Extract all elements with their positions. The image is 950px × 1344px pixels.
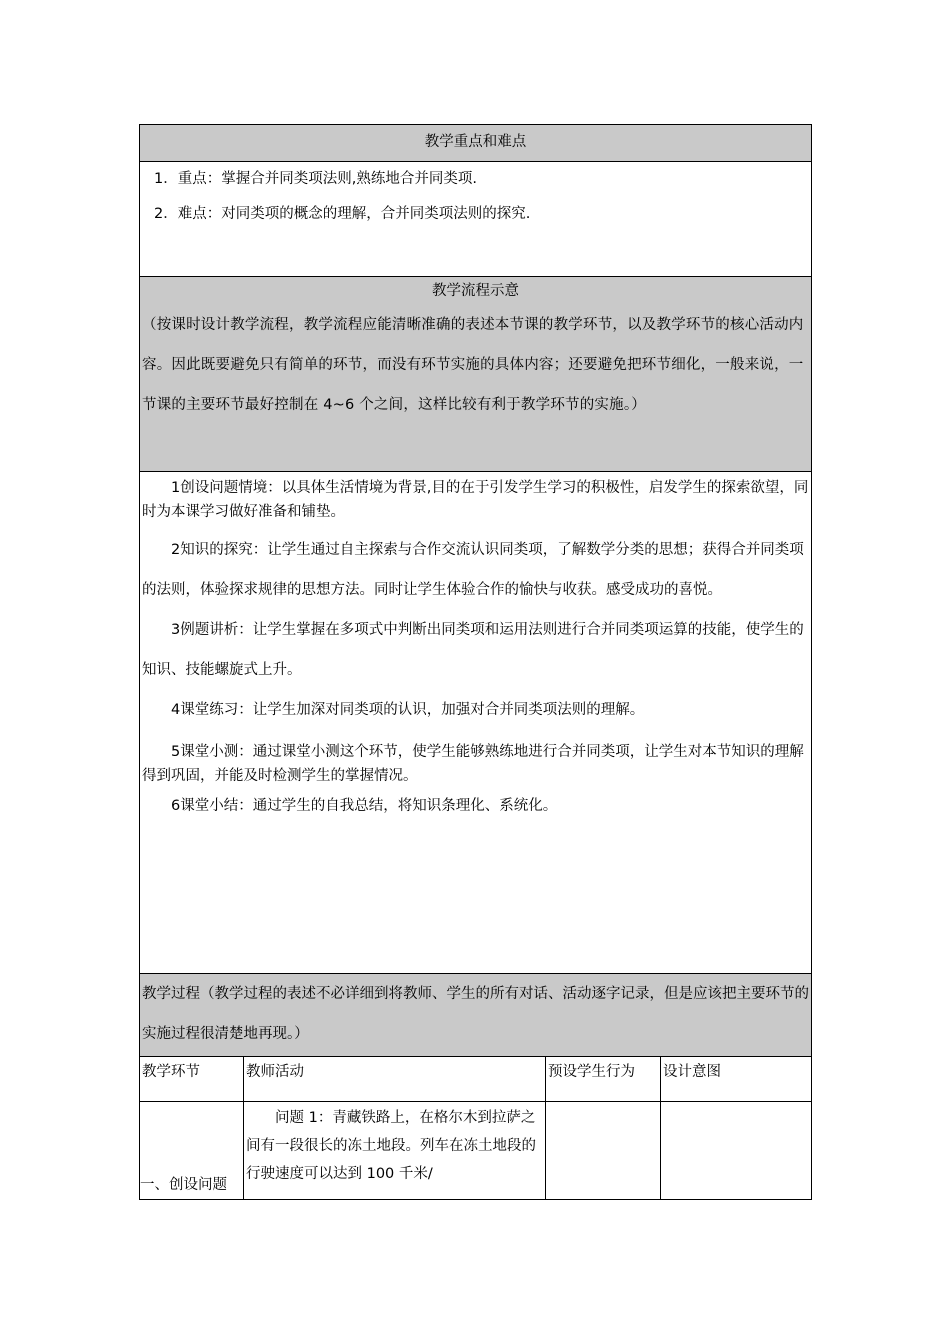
row-student-behavior bbox=[546, 1102, 661, 1200]
row-stage: 一、创设问题 bbox=[140, 1102, 244, 1200]
process-section-header bbox=[140, 974, 812, 1057]
column-header-teacher-activity: 教师活动 bbox=[244, 1057, 546, 1102]
process-section-title: 教学过程（教学过程的表述不必详细到将教师、学生的所有对话、活动逐字记录，但是应该把主要环节的实施过程很清楚地再现。） bbox=[142, 986, 809, 1042]
flow-section-instructions: （按课时设计教学流程，教学流程应能清晰准确的表述本节课的教学环节，以及教学环节的核心活动内容。因此既要避免只有简单的环节，而没有环节实施的具体内容；还要避免把环节细化，一般来说，一节课的主要环节最好控制在 4~6 个之间，这样比较有利于教学环节的实施。） bbox=[142, 317, 804, 413]
flow-step-2: 2知识的探究：让学生通过自主探索与合作交流认识同类项，了解数学分类的思想；获得合并同类项的法则，体验探求规律的思想方法。同时让学生体验合作的愉快与收获。感受成功的喜悦。 bbox=[142, 542, 804, 598]
focus-section-title: 教学重点和难点 bbox=[140, 125, 812, 162]
focus-item-difficulty: 2．难点：对同类项的概念的理解，合并同类项法则的探究. bbox=[154, 206, 531, 222]
column-header-stage: 教学环节 bbox=[140, 1057, 244, 1102]
column-header-student-behavior: 预设学生行为 bbox=[546, 1057, 661, 1102]
focus-section-body bbox=[140, 162, 812, 277]
lesson-plan-table bbox=[139, 124, 812, 1200]
row-teacher-activity bbox=[244, 1102, 546, 1200]
lesson-plan-document bbox=[139, 124, 811, 1200]
flow-step-5: 5课堂小测：通过课堂小测这个环节，使学生能够熟练地进行合并同类项，让学生对本节知识的理解得到巩固，并能及时检测学生的掌握情况。 bbox=[142, 744, 804, 784]
table-row bbox=[140, 1102, 812, 1200]
focus-item-key-point: 1．重点：掌握合并同类项法则,熟练地合并同类项. bbox=[154, 171, 477, 187]
flow-step-6: 6课堂小结：通过学生的自我总结，将知识条理化、系统化。 bbox=[171, 798, 558, 814]
flow-step-4: 4课堂练习：让学生加深对同类项的认识，加强对合并同类项法则的理解。 bbox=[171, 702, 645, 718]
teacher-activity-text: 问题 1：青藏铁路上，在格尔木到拉萨之间有一段很长的冻土地段。列车在冻土地段的行驶速度可以达到 100 千米/ bbox=[246, 1110, 536, 1182]
flow-section-header bbox=[140, 277, 812, 472]
row-design-intent bbox=[661, 1102, 812, 1200]
flow-section-title: 教学流程示意 bbox=[432, 283, 519, 299]
column-header-design-intent: 设计意图 bbox=[661, 1057, 812, 1102]
flow-steps bbox=[140, 472, 812, 974]
flow-step-3: 3例题讲析：让学生掌握在多项式中判断出同类项和运用法则进行合并同类项运算的技能，使学生的知识、技能螺旋式上升。 bbox=[142, 622, 804, 678]
flow-step-1: 1创设问题情境：以具体生活情境为背景,目的在于引发学生学习的积极性，启发学生的探索欲望，同时为本课学习做好准备和铺垫。 bbox=[142, 480, 809, 520]
